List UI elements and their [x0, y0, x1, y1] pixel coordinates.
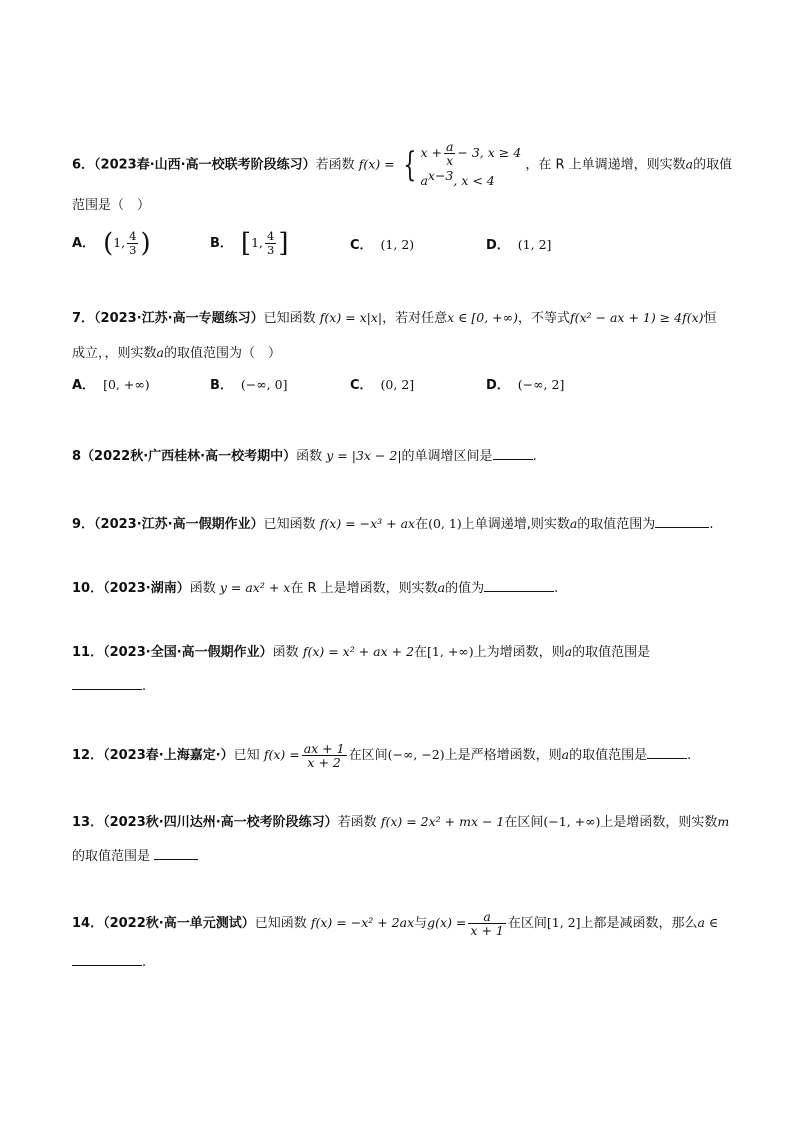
option-c[interactable]: C． (0, 2]: [350, 377, 415, 393]
option-a[interactable]: A． (1, $\frac{4}{3}$ ): [72, 228, 151, 259]
answer-blank[interactable]: [493, 446, 533, 460]
answer-blank[interactable]: [72, 676, 142, 690]
question-12: 12．（2023春·上海嘉定·）已知 f(x) = $\frac{ax + 1}{x + 2}$ 在区间(−∞, −2)上是严格增函数，则a的取值范围是 .: [72, 741, 692, 770]
function-f: f(x) =: [358, 156, 395, 172]
question-13-cont: 的取值范围是: [72, 846, 734, 867]
option-a[interactable]: A． [0, +∞): [72, 377, 150, 393]
question-14: 14．（2022秋·高一单元测试）已知函数 f(x) = −x² + 2ax与g(x) = $\frac{a}{x + 1}$ 在区间[1, 2]上都是减函数，那么a ∈: [72, 909, 719, 938]
question-6: 6．（2023春·山西·高一校联考阶段练习）若函数 f(x) = { x + $\frac{a}{x}$ − 3, x ≥ 4 $a^{x-3}$, x < 4 ，在 R 上单调递增，则实数a的取值: [72, 139, 733, 188]
question-6-options: [72, 230, 732, 260]
question-7: 7．（2023·江苏·高一专题练习）已知函数 f(x) = x|x|，若对任意x ∈ [0, +∞)，不等式f(x² − ax + 1) ≥ 4f(x)恒: [72, 310, 717, 326]
question-11-cont: .: [72, 676, 734, 697]
question-10: 10．（2023·湖南）函数 y = ax² + x在 R 上是增函数，则实数a的值为 .: [72, 580, 559, 596]
question-14-cont: .: [72, 952, 734, 973]
option-d[interactable]: D． (1, 2]: [486, 237, 552, 253]
piecewise-brace: {: [403, 145, 417, 185]
option-d[interactable]: D． (−∞, 2]: [486, 377, 565, 393]
answer-blank[interactable]: [154, 846, 198, 860]
question-9: 9．（2023·江苏·高一假期作业）已知函数 f(x) = −x³ + ax在(0, 1)上单调递增,则实数a的取值范围为 .: [72, 516, 714, 532]
question-13: 13．（2023秋·四川达州·高一校考阶段练习）若函数 f(x) = 2x² + mx − 1在区间(−1, +∞)上是增函数，则实数m: [72, 814, 730, 830]
question-8: 8（2022秋·广西桂林·高一校考期中）函数 y = |3x − 2|的单调增区间是 .: [72, 448, 537, 464]
question-7-cont: 成立，，则实数a的取值范围为（ ）: [72, 345, 281, 361]
option-c[interactable]: C． (1, 2): [350, 237, 415, 253]
answer-blank[interactable]: [655, 514, 709, 528]
answer-blank[interactable]: [647, 745, 687, 759]
piecewise-cases: x + $\frac{a}{x}$ − 3, x ≥ 4 $a^{x-3}$, x < 4: [420, 139, 522, 188]
question-7-options: [72, 374, 732, 398]
option-b[interactable]: B． (−∞, 0]: [210, 377, 288, 393]
answer-blank[interactable]: [72, 952, 142, 966]
option-b[interactable]: B． [1, $\frac{4}{3}$ ]: [210, 228, 289, 259]
question-6-cont: 范围是（ ）: [72, 198, 151, 213]
question-11: 11．（2023·全国·高一假期作业）函数 f(x) = x² + ax + 2在[1, +∞)上为增函数，则a的取值范围是: [72, 644, 651, 660]
answer-blank[interactable]: [484, 578, 554, 592]
